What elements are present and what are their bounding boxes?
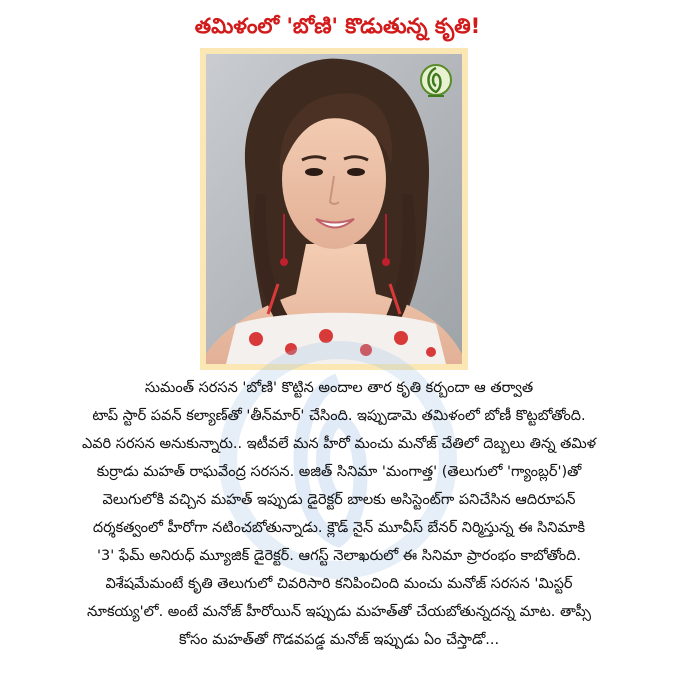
article-line: కుర్రాడు మహత్ రాఘవేంద్ర సరసన. అజిత్ సినిమా 'మంగాత్త' (తెలుగులో 'గ్యాంబ్లర్')తో: [96, 464, 582, 480]
actress-photo: [206, 54, 462, 364]
article-body: [44, 374, 634, 654]
article-line: సుమంత్ సరసన 'బోణి' కొట్టిన అందాల తార కృతి కర్బందా ఆ తర్వాత: [144, 380, 534, 396]
article-line: '3' ఫేమ్ అనిరుధ్ మ్యూజిక్ డైరెక్టర్. ఆగస్ట్ నెలాఖరులో ఈ సినిమా ప్రారంభం కాబోతోంది.: [97, 548, 581, 564]
article-line: ఎవరి సరసన అనుకున్నారు.. ఇటీవలే మన హీరో మంచు మనోజ్ చేతిలో దెబ్బలు తిన్న తమిళ: [81, 436, 597, 452]
article-line: నూకయ్య'లో. అంటే మనోజ్ హీరోయిన్ ఇప్పుడు మహత్‌తో చేయబోతున్నదన్న మాట. తాప్సీ: [87, 604, 591, 620]
article-line: దర్శకత్వంలో హీరోగా నటించబోతున్నాడు. క్లౌడ్ నైన్ మూవీస్ బేనర్ నిర్మిస్తున్న ఈ సినిమాకి: [92, 520, 586, 536]
article-line: వెలుగులోకి వచ్చిన మహత్ ఇప్పుడు డైరెక్టర్ బాలకు అసిస్టెంట్‌గా పనిచేసిన ఆదిరూపన్: [102, 492, 576, 508]
headline: తమిళంలో 'బోణి' కొడుతున్న కృతి!: [194, 14, 481, 38]
article-line: కోసం మహత్‌తో గొడవపడ్డ మనోజ్ ఇప్పుడు ఏం చేస్తాడో...: [178, 632, 500, 648]
article-line: టాప్ స్టార్ పవన్ కల్యాణ్‌తో 'తీన్‌మార్' చేసింది. ఇప్పుడామె తమిళంలో బోణీ కొట్టబోతోంది.: [92, 408, 586, 424]
photo-frame: [200, 48, 468, 370]
green-swirl-logo-icon: [418, 62, 454, 102]
article-line: విశేషమేమంటే కృతి తెలుగులో చివరిసారి కనిపించింది మంచు మనోజ్ సరసన 'మిస్టర్: [105, 576, 573, 592]
